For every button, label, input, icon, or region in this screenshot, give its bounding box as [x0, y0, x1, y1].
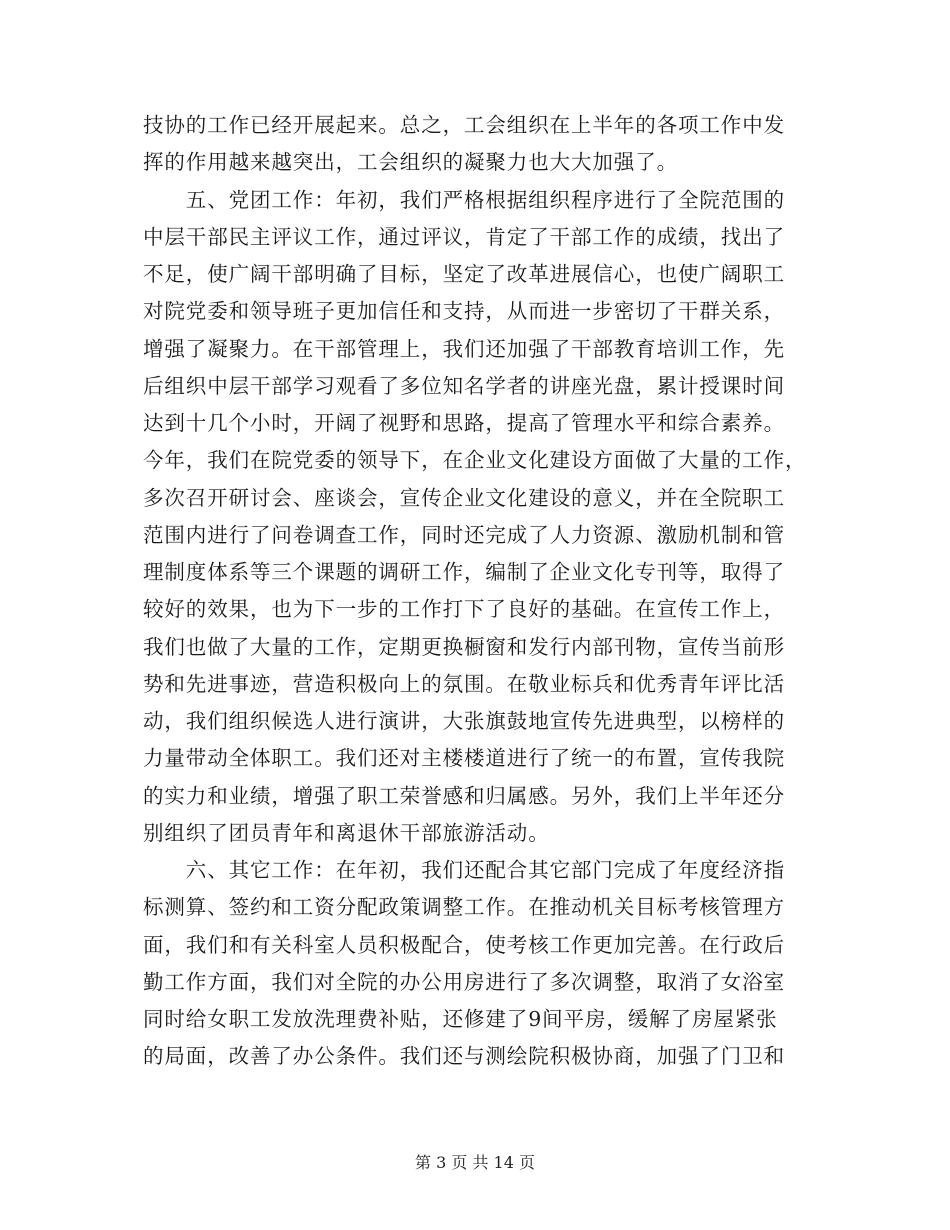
paragraph-line: 五、党团工作：年初，我们严格根据组织程序进行了全院范围的 [143, 188, 785, 212]
paragraph-line: 范围内进行了问卷调查工作，同时还完成了人力资源、激励机制和管 [143, 523, 785, 547]
paragraph-line: 今年，我们在院党委的领导下，在企业文化建设方面做了大量的工作， [143, 448, 807, 472]
paragraph-line: 增强了凝聚力。在干部管理上，我们还加强了干部教育培训工作，先 [143, 337, 785, 361]
paragraph-line: 较好的效果，也为下一步的工作打下了良好的基础。在宣传工作上， [143, 597, 785, 621]
page-footer [0, 1153, 950, 1173]
paragraph-line: 我们也做了大量的工作，定期更换橱窗和发行内部刊物，宣传当前形 [143, 635, 785, 659]
paragraph-line: 技协的工作已经开展起来。总之，工会组织在上半年的各项工作中发 [143, 113, 785, 137]
paragraph-line: 标测算、签约和工资分配政策调整工作。在推动机关目标考核管理方 [143, 895, 785, 919]
paragraph-line: 面，我们和有关科室人员积极配合，使考核工作更加完善。在行政后 [143, 933, 785, 957]
paragraph-line: 挥的作用越来越突出，工会组织的凝聚力也大大加强了。 [143, 150, 678, 174]
paragraph-line: 后组织中层干部学习观看了多位知名学者的讲座光盘，累计授课时间 [143, 374, 785, 398]
paragraph-line: 势和先进事迹，营造积极向上的氛围。在敬业标兵和优秀青年评比活 [143, 672, 785, 696]
paragraph-line: 多次召开研讨会、座谈会，宣传企业文化建设的意义，并在全院职工 [143, 486, 785, 510]
paragraph-line: 中层干部民主评议工作，通过评议，肯定了干部工作的成绩，找出了 [143, 225, 785, 249]
paragraph-line: 的实力和业绩，增强了职工荣誉感和归属感。另外，我们上半年还分 [143, 784, 785, 808]
paragraph-line: 理制度体系等三个课题的调研工作，编制了企业文化专刊等，取得了 [143, 560, 785, 584]
paragraph-line: 勤工作方面，我们对全院的办公用房进行了多次调整，取消了女浴室 [143, 970, 785, 994]
paragraph-line: 同时给女职工发放洗理费补贴，还修建了9间平房，缓解了房屋紧张 [143, 1007, 778, 1031]
paragraph-line: 力量带动全体职工。我们还对主楼楼道进行了统一的布置，宣传我院 [143, 746, 785, 770]
paragraph-line: 不足，使广阔干部明确了目标，坚定了改革进展信心，也使广阔职工 [143, 262, 785, 286]
paragraph-line: 动，我们组织候选人进行演讲，大张旗鼓地宣传先进典型，以榜样的 [143, 709, 785, 733]
paragraph-line: 达到十几个小时，开阔了视野和思路，提高了管理水平和综合素养。 [143, 411, 785, 435]
paragraph-line: 六、其它工作：在年初，我们还配合其它部门完成了年度经济指 [143, 858, 785, 882]
paragraph-line: 别组织了团员青年和离退休干部旅游活动。 [143, 821, 550, 845]
page-number-label: 第 3 页 共 14 页 [415, 1153, 535, 1172]
paragraph-line: 对院党委和领导班子更加信任和支持，从而进一步密切了干群关系， [143, 299, 785, 323]
paragraph-line: 的局面，改善了办公条件。我们还与测绘院积极协商，加强了门卫和 [143, 1044, 785, 1068]
